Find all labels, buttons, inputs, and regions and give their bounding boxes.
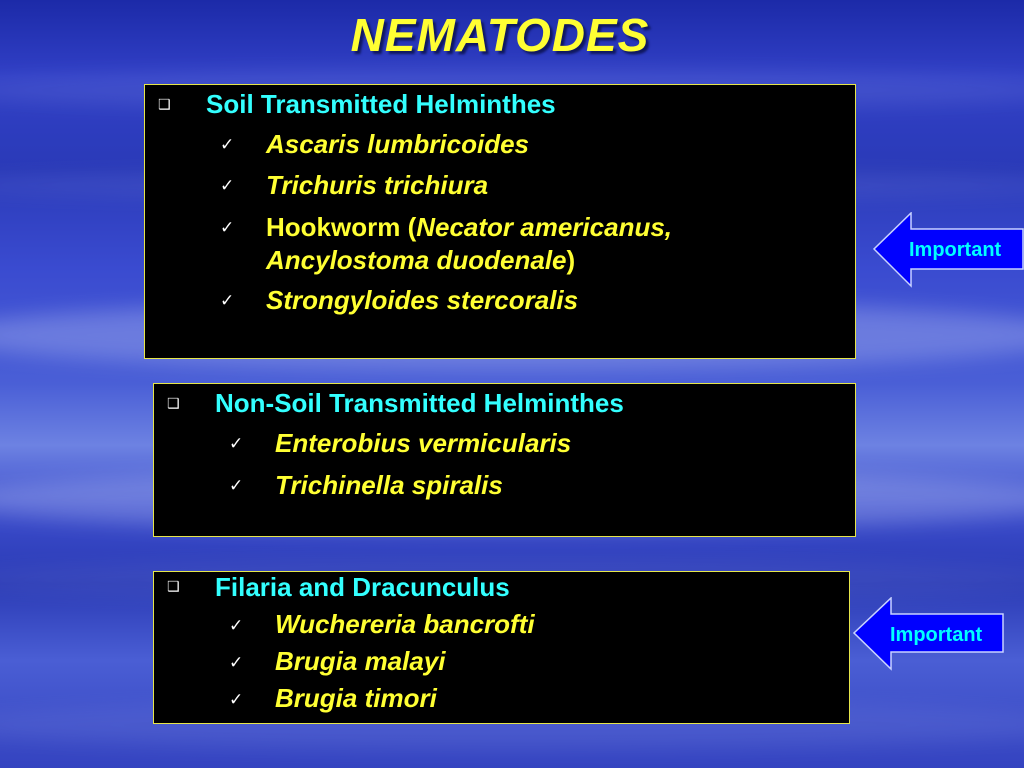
section-heading: Non-Soil Transmitted Helminthes [215,388,624,418]
list-item: Brugia timori [275,683,437,713]
checkmark-icon: ✓ [229,434,244,454]
list-item: Trichuris trichiura [266,170,489,200]
list-item: Ascaris lumbricoides [266,129,529,159]
checkmark-icon: ✓ [229,653,244,673]
list-item: Enterobius vermicularis [275,428,572,458]
checkmark-icon: ✓ [220,291,235,311]
filaria-dracunculus-box [153,571,850,724]
list-item-continuation [266,245,575,276]
list-item: Strongyloides stercoralis [266,285,579,315]
list-item: Wuchereria bancrofti [275,609,535,639]
soil-transmitted-box [144,84,856,359]
checkmark-icon: ✓ [220,135,235,155]
square-bullet-icon: ❑ [158,97,171,113]
hookworm-species: Necator americanus, [416,212,673,242]
square-bullet-icon: ❑ [167,579,180,595]
checkmark-icon: ✓ [220,176,235,196]
checkmark-icon: ✓ [229,690,244,710]
list-item: Brugia malayi [275,646,446,676]
important-label: Important [890,624,983,646]
checkmark-icon: ✓ [229,616,244,636]
slide-title: NEMATODES [350,9,650,61]
checkmark-icon: ✓ [229,476,244,496]
section-heading: Soil Transmitted Helminthes [206,89,556,119]
important-label: Important [909,239,1002,261]
list-item [266,212,672,243]
section-heading: Filaria and Dracunculus [215,572,510,602]
list-item: Trichinella spiralis [275,470,503,500]
hookworm-species: Ancylostoma duodenale [266,245,567,275]
square-bullet-icon: ❑ [167,396,180,412]
checkmark-icon: ✓ [220,218,235,238]
hookworm-prefix: Hookworm ( [266,212,417,242]
hookworm-suffix: ) [566,245,576,275]
non-soil-transmitted-box [153,383,856,537]
